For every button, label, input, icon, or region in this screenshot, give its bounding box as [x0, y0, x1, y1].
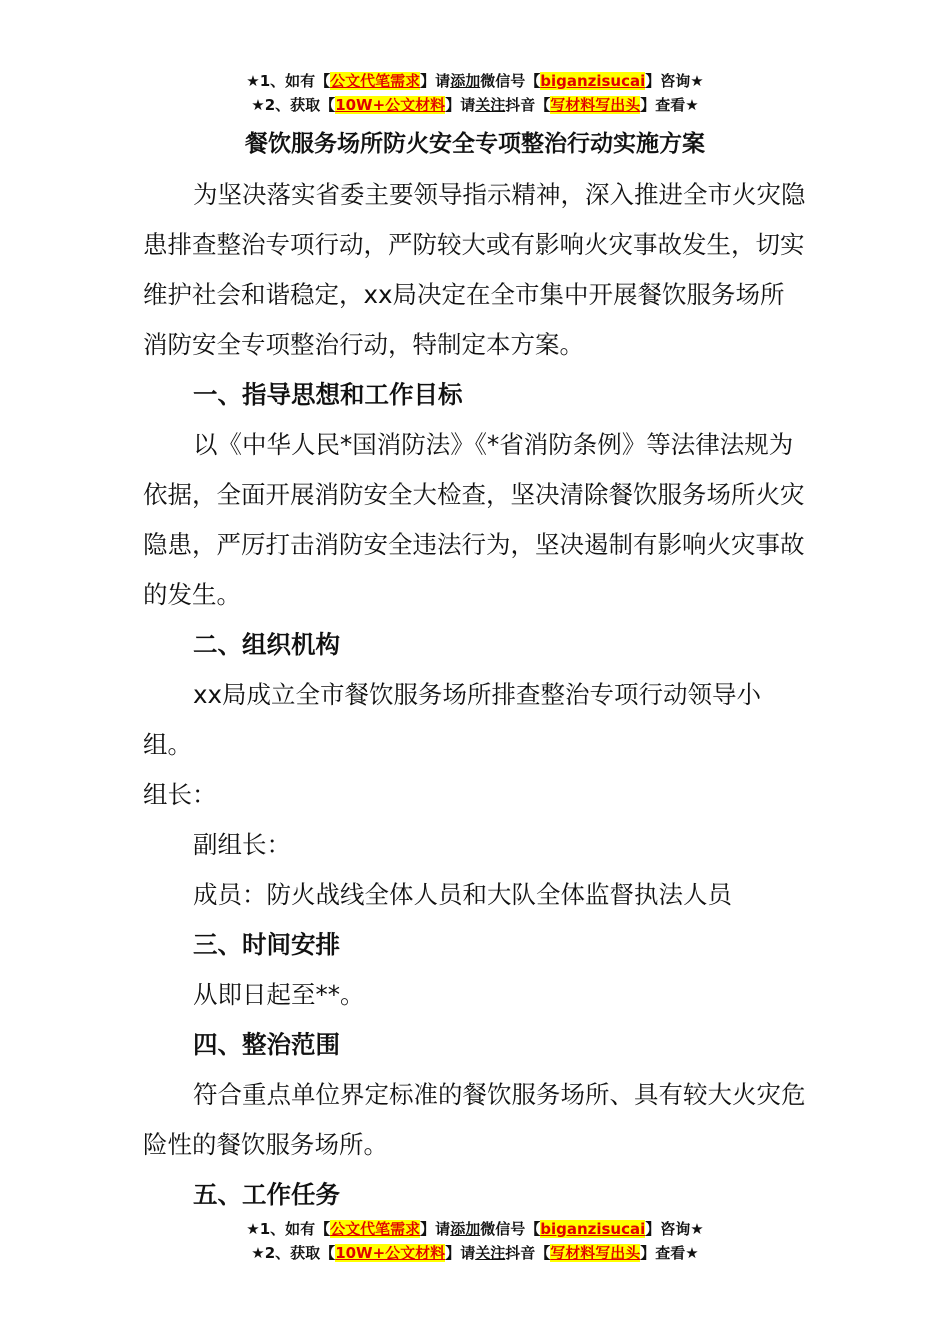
promo-footer-line-2 — [0, 1242, 950, 1264]
promo-underline-follow: 关注 — [475, 1244, 506, 1262]
document-body — [143, 170, 807, 1220]
star-icon: ★ — [251, 1244, 265, 1262]
promo-text: 微信号【 — [480, 1220, 541, 1238]
promo-highlight-materials: 10W+公文材料 — [335, 1244, 446, 1262]
section-1-heading: 一、指导思想和工作目标 — [193, 380, 463, 409]
promo-text: 】咨询★ — [645, 1220, 704, 1238]
intro-paragraph: 为坚决落实省委主要领导指示精神，深入推进全市火灾隐患排查整治专项行动，严防较大或有影响火灾事故发生，切实维护社会和谐稳定，xx局决定在全市集中开展餐饮服务场所消防安全专项整治行动，特制定本方案。 — [143, 180, 806, 359]
promo-footer-line-1 — [0, 1218, 950, 1240]
promo-underline-add: 添加 — [450, 1220, 481, 1238]
promo-highlight-service: 公文代笔需求 — [330, 72, 421, 90]
promo-highlight-materials: 10W+公文材料 — [335, 96, 446, 114]
promo-highlight-service: 公文代笔需求 — [330, 1220, 421, 1238]
promo-text: 】咨询★ — [645, 72, 704, 90]
promo-text: 1、如有【 — [259, 1220, 331, 1238]
section-2-heading: 二、组织机构 — [193, 630, 340, 659]
promo-highlight-wechat-id: biganzisucai — [540, 72, 646, 90]
deputy-leader-line: 副组长： — [193, 830, 291, 859]
section-3-heading: 三、时间安排 — [193, 930, 340, 959]
section-4-heading: 四、整治范围 — [193, 1030, 340, 1059]
promo-text: 2、获取【 — [264, 1244, 336, 1262]
star-icon: ★ — [251, 96, 265, 114]
promo-text: 微信号【 — [480, 72, 541, 90]
section-4-paragraph: 符合重点单位界定标准的餐饮服务场所、具有较大火灾危险性的餐饮服务场所。 — [143, 1080, 806, 1159]
promo-text: 】查看★ — [640, 96, 699, 114]
promo-text: 】请 — [445, 1244, 476, 1262]
star-icon: ★ — [246, 72, 260, 90]
promo-underline-follow: 关注 — [475, 96, 506, 114]
star-icon: ★ — [246, 1220, 260, 1238]
promo-underline-add: 添加 — [450, 72, 481, 90]
promo-header-line-1 — [0, 70, 950, 92]
leader-line: 组长： — [143, 780, 217, 809]
section-1-paragraph: 以《中华人民*国消防法》《*省消防条例》等法律法规为依据，全面开展消防安全大检查，坚决清除餐饮服务场所火灾隐患，严厉打击消防安全违法行为，坚决遏制有影响火灾事故的发生。 — [143, 430, 805, 609]
section-3-paragraph: 从即日起至**。 — [193, 980, 365, 1009]
promo-text: 】请 — [420, 1220, 451, 1238]
document-title: 餐饮服务场所防火安全专项整治行动实施方案 — [245, 131, 705, 157]
promo-text: 1、如有【 — [259, 72, 331, 90]
promo-highlight-douyin-id: 写材料写出头 — [550, 1244, 641, 1262]
promo-highlight-wechat-id: biganzisucai — [540, 1220, 646, 1238]
section-2-paragraph: xx局成立全市餐饮服务场所排查整治专项行动领导小组。 — [143, 680, 761, 759]
promo-text: 抖音【 — [505, 96, 551, 114]
promo-text: 】请 — [445, 96, 476, 114]
promo-highlight-douyin-id: 写材料写出头 — [550, 96, 641, 114]
promo-text: 抖音【 — [505, 1244, 551, 1262]
promo-text: 】查看★ — [640, 1244, 699, 1262]
members-line: 成员：防火战线全体人员和大队全体监督执法人员 — [193, 880, 732, 909]
section-5-heading: 五、工作任务 — [193, 1180, 340, 1209]
promo-header-line-2 — [0, 94, 950, 116]
promo-text: 】请 — [420, 72, 451, 90]
promo-text: 2、获取【 — [264, 96, 336, 114]
